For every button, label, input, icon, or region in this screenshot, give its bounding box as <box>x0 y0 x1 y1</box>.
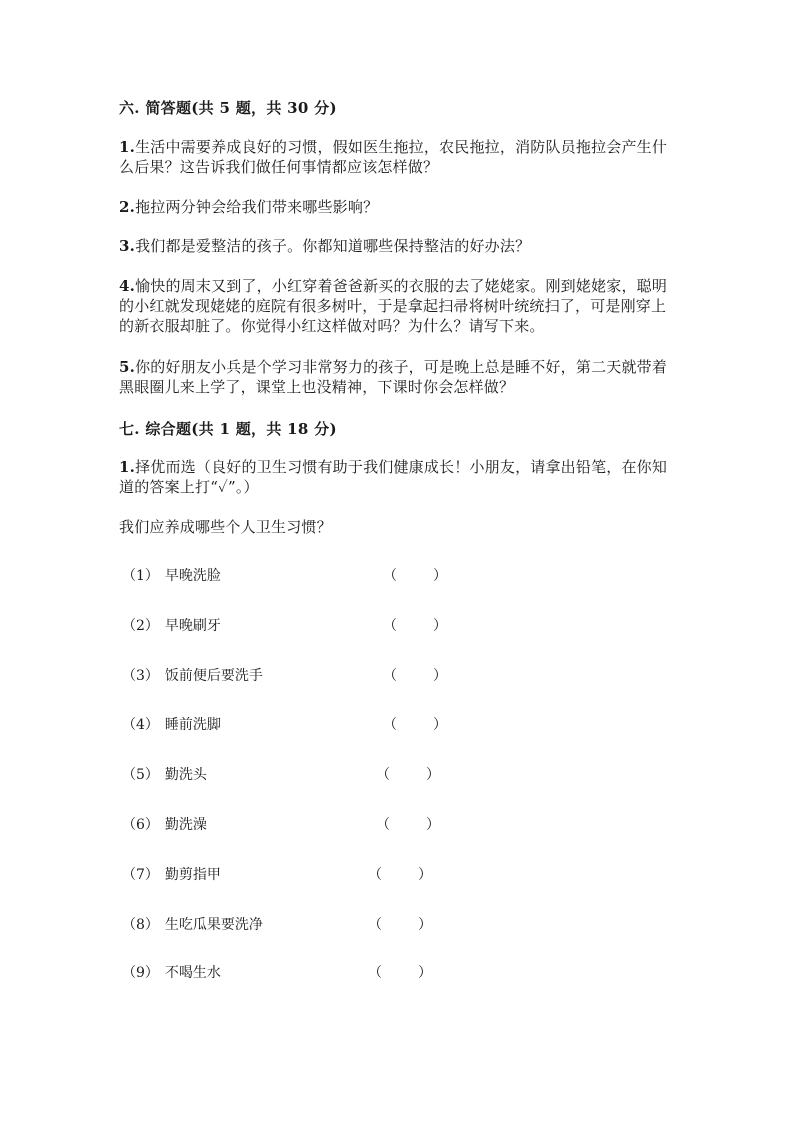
habit-label: 勤洗头 <box>164 767 207 783</box>
question-text: 你的好朋友小兵是个学习非常努力的孩子，可是晚上总是睡不好，第二天就带着黑眼圈儿来上学了，课堂上也没精神，下课时你会怎样做？ <box>119 358 668 396</box>
habit-index: （2） <box>122 618 159 634</box>
answer-blank[interactable]: （ ） <box>383 668 447 684</box>
habit-item <box>122 815 207 835</box>
question-6-1 <box>119 137 671 177</box>
question-text: 拖拉两分钟会给我们带来哪些影响？ <box>135 198 379 216</box>
answer-blank[interactable]: （ ） <box>368 965 432 981</box>
answer-blank[interactable]: （ ） <box>376 817 440 833</box>
habit-label: 不喝生水 <box>164 965 221 981</box>
answer-blank[interactable]: （ ） <box>383 568 447 584</box>
question-6-2 <box>119 197 671 217</box>
habit-index: （6） <box>122 817 159 833</box>
question-7-1 <box>119 457 671 497</box>
habit-index: （7） <box>122 867 159 883</box>
habit-item <box>122 715 221 735</box>
habit-item <box>122 963 221 983</box>
habit-label: 早晚刷牙 <box>164 618 221 634</box>
question-6-4 <box>119 276 671 336</box>
question-number: 5. <box>119 358 136 376</box>
question-text: 我们都是爱整洁的孩子。你都知道哪些保持整洁的好办法？ <box>135 237 531 255</box>
habit-index: （8） <box>122 917 159 933</box>
question-text: 择优而选（良好的卫生习惯有助于我们健康成长！小朋友，请拿出铅笔，在你知道的答案上打“✓”。） <box>119 458 668 496</box>
habit-prompt: 我们应养成哪些个人卫生习惯？ <box>119 518 332 536</box>
question-text: 愉快的周末又到了，小红穿着爸爸新买的衣服的去了姥姥家。刚到姥姥家，聪明的小红就发现姥姥的庭院有很多树叶，于是拿起扫帚将树叶统统扫了，可是刚穿上的新衣服却脏了。你觉得小红这样做对吗？为什么？请写下来。 <box>119 277 668 335</box>
section-6-title: 六. 简答题(共 5 题，共 30 分) <box>119 99 337 117</box>
habit-item <box>122 666 263 686</box>
question-number: 3. <box>119 237 136 255</box>
habit-item <box>122 566 221 586</box>
section-7-title: 七. 综合题(共 1 题，共 18 分) <box>119 420 337 438</box>
question-6-3 <box>119 236 671 256</box>
habit-label: 早晚洗脸 <box>164 568 221 584</box>
habit-index: （3） <box>122 668 159 684</box>
question-number: 2. <box>119 198 136 216</box>
habit-label: 生吃瓜果要洗净 <box>164 917 263 933</box>
habit-label: 饭前便后要洗手 <box>164 668 263 684</box>
answer-blank[interactable]: （ ） <box>383 618 447 634</box>
question-number: 1. <box>119 138 136 156</box>
question-6-5 <box>119 357 671 397</box>
answer-blank[interactable]: （ ） <box>368 917 432 933</box>
habit-label: 勤洗澡 <box>164 817 207 833</box>
habit-item <box>122 915 263 935</box>
habit-index: （9） <box>122 965 159 981</box>
question-text: 生活中需要养成良好的习惯，假如医生拖拉，农民拖拉，消防队员拖拉会产生什么后果？这告诉我们做任何事情都应该怎样做？ <box>119 138 668 176</box>
habit-index: （1） <box>122 568 159 584</box>
habit-item <box>122 765 207 785</box>
habit-label: 睡前洗脚 <box>164 717 221 733</box>
question-number: 1. <box>119 458 136 476</box>
habit-label: 勤剪指甲 <box>164 867 221 883</box>
habit-item <box>122 616 221 636</box>
habit-index: （5） <box>122 767 159 783</box>
question-number: 4. <box>119 277 136 295</box>
habit-index: （4） <box>122 717 159 733</box>
habit-item <box>122 865 221 885</box>
answer-blank[interactable]: （ ） <box>383 717 447 733</box>
answer-blank[interactable]: （ ） <box>376 767 440 783</box>
answer-blank[interactable]: （ ） <box>368 867 432 883</box>
